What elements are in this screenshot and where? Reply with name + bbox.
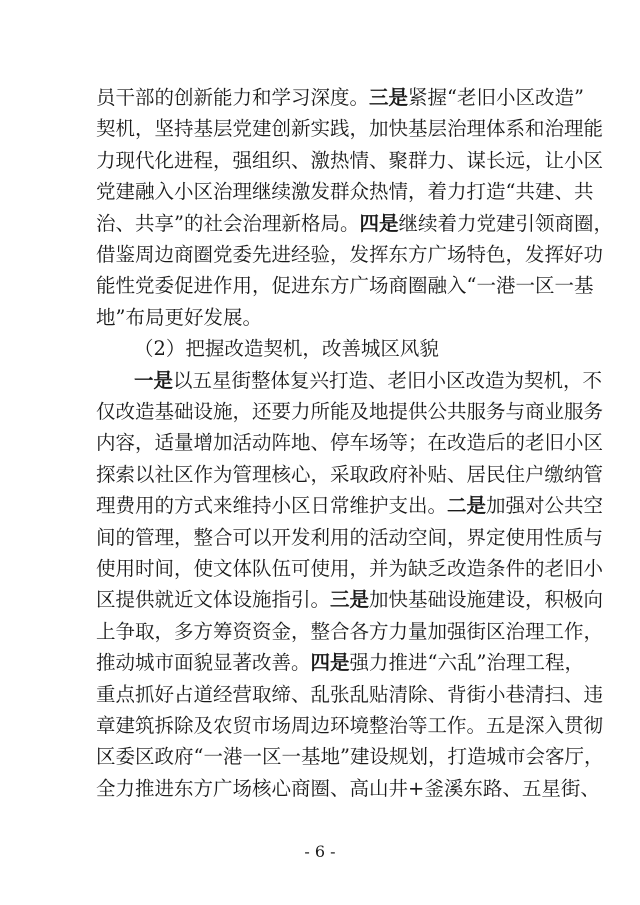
text-run: 使用时间，使文体队伍可使用，并为缺乏改造条件的老旧小 — [96, 557, 604, 580]
text-run: 以五星街整体复兴打造、老旧小区改造为契机，不 — [173, 368, 603, 392]
text-run: 间的管理，整合可以开发利用的活动空间，界定使用性质与 — [96, 525, 604, 549]
text-run: 加强对公共空 — [486, 494, 604, 518]
text-run: 上争取，多方筹资资金，整合各方力量加强街区治理工作， — [96, 619, 604, 643]
text-run: 地”布局更好发展。 — [96, 305, 262, 329]
emphasis-text: 二是 — [447, 494, 487, 518]
text-line — [96, 651, 584, 675]
text-run: 推动城市面貌显著改善。 — [96, 651, 311, 675]
text-run: 章建筑拆除及农贸市场周边环境整治等工作。五是深入贯彻 — [96, 714, 604, 737]
text-line — [96, 117, 604, 141]
text-run: 探索以社区作为管理核心，采取政府补贴、居民住户缴纳管 — [96, 462, 604, 486]
text-line — [96, 682, 604, 707]
text-run: 理费用的方式来维持小区日常维护支出。 — [96, 494, 448, 518]
text-run: 契机，坚持基层党建创新实践，加快基层治理体系和治理能 — [96, 117, 604, 141]
text-run: 加快基础设施建设，积极向 — [369, 588, 604, 612]
text-line — [96, 776, 600, 801]
text-line — [134, 337, 552, 361]
text-run: 区委区政府“一港一区一基地”建设规划，打造城市会客厅， — [96, 745, 604, 769]
text-run: 重点抓好占道经营取缔、乱张乱贴清除、背街小巷清扫、违 — [96, 682, 604, 706]
emphasis-text: 三是 — [369, 86, 409, 109]
text-line — [96, 494, 604, 518]
emphasis-text: 四是 — [310, 651, 350, 675]
text-line — [96, 274, 594, 298]
text-line — [96, 211, 614, 236]
text-line — [96, 400, 604, 424]
text-line — [96, 306, 552, 330]
text-run: 能性党委促进作用，促进东方广场商圈融入“一港一区一基 — [96, 274, 594, 298]
text-run: 员干部的创新能力和学习深度。 — [96, 86, 370, 109]
text-line — [96, 525, 604, 550]
emphasis-text: 四是 — [359, 211, 399, 235]
text-run: 仅改造基础设施，还要力所能及地提供公共服务与商业服务 — [96, 400, 604, 423]
text-run: 治、共享”的社会治理新格局。 — [96, 211, 360, 235]
text-line — [96, 148, 604, 173]
emphasis-text: 三是 — [330, 588, 370, 612]
emphasis-text: 一是 — [134, 368, 174, 392]
text-run: 继续着力党建引领商圈， — [398, 211, 614, 235]
text-line — [96, 243, 604, 267]
text-run: （2）把握改造契机，改善城区风貌 — [134, 337, 439, 361]
text-line — [96, 714, 604, 738]
text-run: 内容，适量增加活动阵地、停车场等；在改造后的老旧小区 — [96, 431, 604, 455]
text-line — [96, 588, 604, 612]
text-run: 强力推进“六乱”治理工程， — [349, 651, 584, 675]
text-line — [96, 86, 584, 110]
text-line — [96, 431, 604, 455]
text-line — [96, 557, 604, 581]
text-run: 党建融入小区治理继续激发群众热情，着力打造“共建、共 — [96, 180, 594, 204]
text-run: 紧握“老旧小区改造” — [408, 86, 584, 109]
text-run: 借鉴周边商圈党委先进经验，发挥东方广场特色，发挥好功 — [96, 243, 604, 266]
text-run: 力现代化进程，强组织、激热情、聚群力、谋长远，让小区 — [96, 148, 604, 172]
text-line — [96, 619, 604, 644]
text-line — [96, 462, 604, 487]
text-line — [96, 745, 604, 769]
text-line — [96, 180, 594, 204]
text-line — [134, 368, 603, 393]
text-run: 区提供就近文体设施指引。 — [96, 588, 331, 612]
page-number: - 6 - — [304, 842, 336, 861]
text-run: 全力推进东方广场核心商圈、高山井+釜溪东路、五星街、 — [96, 776, 600, 800]
